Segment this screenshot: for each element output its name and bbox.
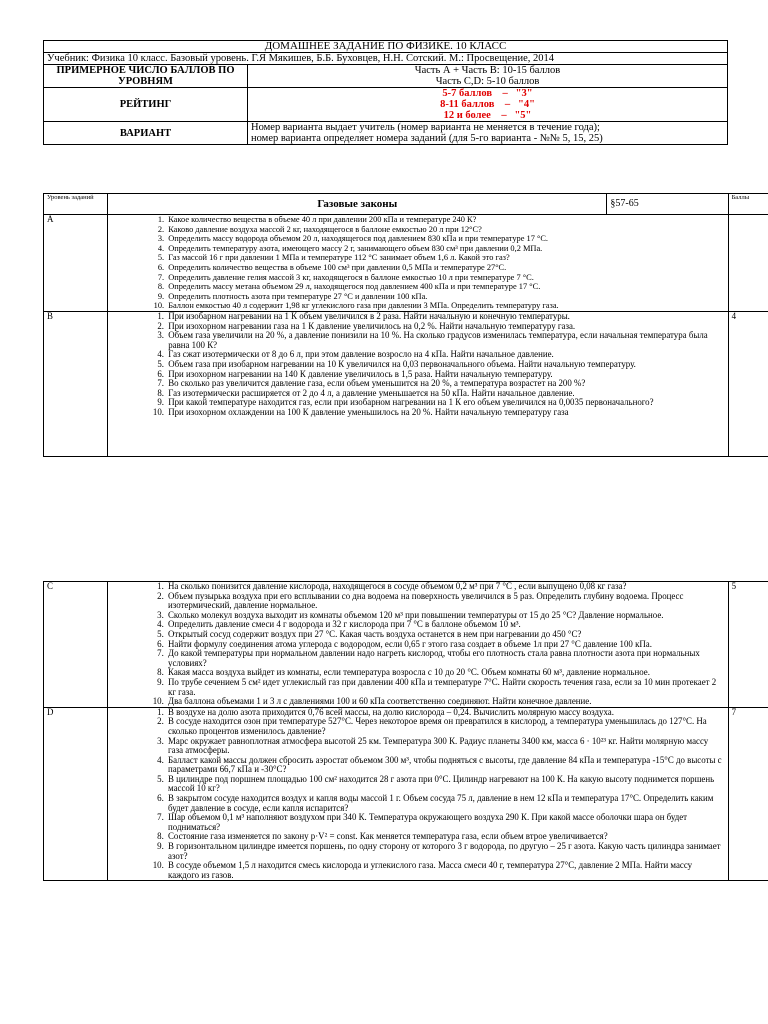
task-item: 6. В закрытом сосуде находится воздух и капля воды массой 1 г. Объем сосуда 75 л, давление в нем 12 кПа и температура 17°С. Определить каким будет давление в сосуде, если капля испарится? xyxy=(166,794,725,813)
task-item: 10. Баллон емкостью 40 л содержит 1,98 кг углекислого газа при давлении 3 МПа. Определить температуру газа. xyxy=(166,301,724,311)
task-item: 9. Определить плотность азота при температуре 27 °С и давлении 100 кПа. xyxy=(166,292,724,302)
task-item: 1. Какое количество вещества в объеме 40 л при давлении 200 кПа и температуре 240 К? xyxy=(166,215,724,225)
textbook-line: Учебник: Физика 10 класс. Базовый уровень. Г.Я Мякишев, Б.Б. Буховцев, Н.Н. Сотский. М.: Просвещение, 2014 xyxy=(44,53,728,65)
points-value: 4 xyxy=(728,311,768,456)
rating-label: РЕЙТИНГ xyxy=(44,88,248,122)
task-item: 1. При изобарном нагревании на 1 К объем увеличился в 2 раза. Найти начальную и конечную температуры. xyxy=(166,312,724,322)
tasks-table-cd xyxy=(43,581,768,881)
task-item: 2. В сосуде находится озон при температуре 527°С. Через некоторое время он превратился в кислород, а температура уменьшилась до 127°С. На сколько процентов изменилось давление? xyxy=(166,717,725,736)
task-item: 1. В воздухе на долю азота приходится 0,76 всей массы, на долю кислорода – 0,24. Вычислить молярную массу воздуха. xyxy=(166,708,725,718)
task-item: 3. Марс окружает равноплотная атмосфера высотой 25 км. Температура 300 К. Радиус планеты 3400 км, масса 6 · 10²³ кг. Найти молярную массу газа атмосферы. xyxy=(166,737,725,756)
task-cell xyxy=(108,311,728,456)
task-item: 4. Определить давление смеси 4 г водорода и 32 г кислорода при 7 °С в баллоне объемом 10 м³. xyxy=(166,620,725,630)
task-item: 9. При какой температуре находится газ, если при изобарном нагревании на 1 К его объем увеличился на 0,0035 первоначального? xyxy=(166,398,724,408)
task-item: 7. Во сколько раз увеличится давление газа, если объем уменьшится на 20 %, а температура возрастет на 200 %? xyxy=(166,379,724,389)
rating-values xyxy=(248,88,728,122)
task-item: 8. Состояние газа изменяется по закону p·V² = const. Как меняется температура газа, если объем втрое увеличивается? xyxy=(166,832,725,842)
task-item: 7. Шар объемом 0,1 м³ наполняют воздухом при 340 К. Температура окружающего воздуха 290 К. При какой массе оболочки шара он будет подниматься? xyxy=(166,813,725,832)
section-row xyxy=(44,707,768,881)
task-item: 9. В горизонтальном цилиндре имеется поршень, по одну сторону от которого 3 г водорода, по другую – 25 г азота. Какую часть цилиндра занимает азот? xyxy=(166,842,725,861)
task-item: 10. Два баллона объемами 1 и 3 л с давлениями 100 и 60 кПа соответственно соединяют. Найти конечное давление. xyxy=(166,697,725,707)
task-item: 8. Газ изотермически расширяется от 2 до 4 л, а давление уменьшается на 50 кПа. Найти начальное давление. xyxy=(166,389,724,399)
task-item: 5. В цилиндре под поршнем площадью 100 см² находится 28 г азота при 0°С. Цилиндр нагревают на 100 К. На какую высоту поднимется поршень массой 10 кг? xyxy=(166,775,725,794)
task-item: 3. Определить массу водорода объемом 20 л, находящегося под давлением 830 кПа и при температуре 17 °С. xyxy=(166,234,724,244)
rating-row: 8-11 баллов – "4" xyxy=(440,99,535,110)
level-label: В xyxy=(44,311,108,456)
task-item: 5. Объем газа при изобарном нагревании на 10 К увеличился на 0,03 первоначального объема. Найти начальную температуру. xyxy=(166,360,724,370)
task-item: 2. При изохорном нагревании газа на 1 К давление увеличилось на 0,2 %. Найти начальную температуру газа. xyxy=(166,322,724,332)
task-item: 2. Объем пузырька воздуха при его всплывании со дна водоема на поверхность увеличился в 5 раз. Определить глубину водоема. Процесс изотермический, давление нормальное. xyxy=(166,592,725,611)
task-cell xyxy=(108,582,729,708)
task-item: 2. Каково давление воздуха массой 2 кг, находящегося в баллоне емкостью 20 л при 12°С? xyxy=(166,225,724,235)
task-item: 10. В сосуде объемом 1,5 л находится смесь кислорода и углекислого газа. Масса смеси 40 г, температура 27°С, давление 2 МПа. Найти массу каждого из газов. xyxy=(166,861,725,880)
points-value xyxy=(248,65,728,88)
points-value xyxy=(728,215,768,312)
task-item: 6. Определить количество вещества в объеме 100 см³ при давлении 0,5 МПа и температуре 27°С. xyxy=(166,263,724,273)
level-label: А xyxy=(44,215,108,312)
level-label: D xyxy=(44,707,108,881)
task-item: 8. Какая масса воздуха выйдет из комнаты, если температура возросла с 10 до 20 °С. Объем комнаты 60 м³, давление нормальное. xyxy=(166,668,725,678)
paragraph-ref: §57-65 xyxy=(607,194,728,215)
task-item: 5. Открытый сосуд содержит воздух при 27 °С. Какая часть воздуха останется в нем при нагревании до 450 °С? xyxy=(166,630,725,640)
points-ab: Часть А + Часть В: 10-15 баллов xyxy=(414,65,561,76)
task-item: 5. Газ массой 16 г при давлении 1 МПа и температуре 112 °С занимает объем 1,6 л. Какой это газ? xyxy=(166,253,724,263)
task-item: 7. До какой температуры при нормальном давлении надо нагреть кислород, чтобы его плотность стала равна плотности азота при нормальных условиях? xyxy=(166,649,725,668)
points-value: 7 xyxy=(728,707,768,881)
task-cell xyxy=(108,215,728,312)
task-list xyxy=(111,215,724,311)
points-value: 5 xyxy=(728,582,768,708)
task-cell xyxy=(108,707,729,881)
task-item: 8. Определить массу метана объемом 29 л, находящегося под давлением 400 кПа и при температуре 17 °С. xyxy=(166,282,724,292)
rating-row: 5-7 баллов – "3" xyxy=(442,88,533,99)
section-row xyxy=(44,311,768,456)
task-item: 6. При изохорном нагревании на 140 К давление увеличилось в 1,5 раза. Найти начальную температуру. xyxy=(166,370,724,380)
points-cd: Часть С,D: 5-10 баллов xyxy=(435,76,540,87)
level-label: С xyxy=(44,582,108,708)
task-list xyxy=(111,708,725,881)
rating-row: 12 и более – "5" xyxy=(443,110,532,121)
task-list xyxy=(111,582,725,707)
points-label: ПРИМЕРНОЕ ЧИСЛО БАЛЛОВ ПО УРОВНЯМ xyxy=(44,65,248,88)
level-header: Уровень заданий xyxy=(44,194,108,215)
topic-title: Газовые законы xyxy=(108,194,607,215)
document-title: ДОМАШНЕЕ ЗАДАНИЕ ПО ФИЗИКЕ. 10 КЛАСС xyxy=(44,41,728,53)
task-item: 1. На сколько понизится давление кислорода, находящегося в сосуде объемом 0,2 м³ при 7 °С , если выпущено 0,08 кг газа? xyxy=(166,582,725,592)
task-list xyxy=(111,312,724,418)
header-table xyxy=(43,40,728,145)
task-item: 3. Сколько молекул воздуха выходит из комнаты объемом 120 м³ при повышении температуры от 15 до 25 °С? Давление нормальное. xyxy=(166,611,725,621)
task-item: 9. По трубе сечением 5 см² идет углекислый газ при давлении 400 кПа и температуре 7°С. Найти скорость течения газа, если за 10 мин протекает 2 кг газа. xyxy=(166,678,725,697)
section-row xyxy=(44,215,768,312)
variant-text: Номер варианта выдает учитель (номер варианта не меняется в течение года); номер варианта определяет номера заданий (для 5-го варианта - №№ 5, 15, 25) xyxy=(248,122,728,145)
variant-label: ВАРИАНТ xyxy=(44,122,248,145)
task-item: 6. Найти формулу соединения атома углерода с водородом, если 0,65 г этого газа создает в объеме 1л при 27 °С давление 100 кПа. xyxy=(166,640,725,650)
points-header: Баллы xyxy=(728,194,768,215)
section-row xyxy=(44,582,768,708)
task-item: 7. Определить давление гелия массой 3 кг, находящегося в баллоне емкостью 10 л при температуре 7 °С. xyxy=(166,273,724,283)
task-item: 10. При изохорном охлаждении на 100 К давление уменьшилось на 20 %. Найти начальную температуру газа xyxy=(166,408,724,418)
tasks-table-ab xyxy=(43,193,768,457)
task-item: 4. Определить температуру азота, имеющего массу 2 г, занимающего объем 830 см³ при давлении 0,2 МПа. xyxy=(166,244,724,254)
task-item: 4. Газ сжат изотермически от 8 до 6 л, при этом давление возросло на 4 кПа. Найти начальное давление. xyxy=(166,350,724,360)
task-item: 4. Балласт какой массы должен сбросить аэростат объемом 300 м³, чтобы подняться с высоты, где давление 84 кПа и температура -15°С до высоты с параметрами 66,7 кПа и -30°С? xyxy=(166,756,725,775)
task-item: 3. Объем газа увеличили на 20 %, а давление понизили на 10 %. На сколько градусов изменилась температура, если начальная температура была равна 100 К? xyxy=(166,331,724,350)
